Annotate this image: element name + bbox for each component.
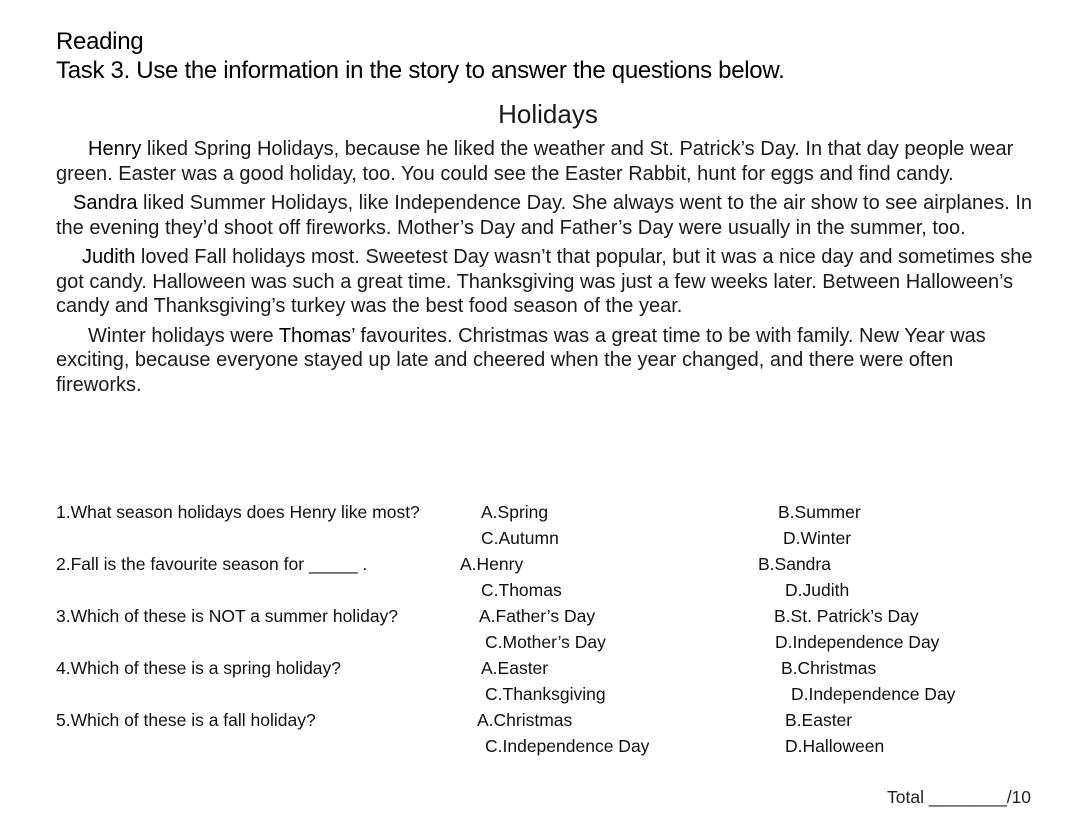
person-name: Henry xyxy=(88,138,142,160)
option-b: B.St. Patrick’s Day xyxy=(774,606,919,626)
option-a: A.Christmas xyxy=(477,710,573,730)
option-b: B.Easter xyxy=(785,710,853,730)
question-list xyxy=(56,499,1056,759)
story-body xyxy=(56,137,1036,402)
question-row xyxy=(56,681,1056,707)
question-text: 5.Which of these is a fall holiday? xyxy=(56,710,316,730)
question-text: 1.What season holidays does Henry like most? xyxy=(56,502,420,522)
question-row xyxy=(56,551,1056,577)
option-c: C.Mother’s Day xyxy=(485,632,606,652)
question-text: 3.Which of these is NOT a summer holiday? xyxy=(56,606,399,626)
option-d: D.Judith xyxy=(785,580,850,600)
option-c: C.Autumn xyxy=(481,528,559,548)
paragraph-text: ’ favourites. Christmas was a great time to be with family. New Year was exciting, because everyone stayed up late and cheered when the year changed, and there were often fireworks. xyxy=(56,324,986,396)
question-row xyxy=(56,499,1056,525)
option-d: D.Winter xyxy=(783,528,852,548)
question-row xyxy=(56,733,1056,759)
person-name: Thomas xyxy=(278,324,352,347)
option-d: D.Halloween xyxy=(785,736,885,756)
option-b: B.Sandra xyxy=(758,554,831,574)
section-title: Reading xyxy=(56,28,144,55)
option-c: C.Independence Day xyxy=(485,736,650,756)
question-row xyxy=(56,525,1056,551)
option-a: A.Easter xyxy=(481,658,549,678)
option-a: A.Henry xyxy=(460,554,524,574)
paragraph-text: liked Summer Holidays, like Independence Day. She always went to the air show to see airplanes. In the evening they’d shoot off fireworks. Mother’s Day and Father’s Day were usually in the summer, too. xyxy=(56,192,1033,239)
question-row xyxy=(56,707,1056,733)
question-row xyxy=(56,577,1056,603)
paragraph-sandra xyxy=(56,191,1036,240)
question-row xyxy=(56,603,1056,629)
paragraph-judith xyxy=(56,245,1036,319)
story-title: Holidays xyxy=(498,99,598,129)
paragraph-text: liked Spring Holidays, because he liked the weather and St. Patrick’s Day. In that day people wear green. Easter was a good holiday, too. You could see the Easter Rabbit, hunt for eggs and find candy. xyxy=(56,138,1014,185)
option-c: C.Thanksgiving xyxy=(485,684,606,704)
option-a: A.Spring xyxy=(481,502,549,522)
option-d: D.Independence Day xyxy=(791,684,956,704)
question-row xyxy=(56,629,1056,655)
total-score-line: Total ________/10 xyxy=(887,787,1032,807)
option-b: B.Christmas xyxy=(781,658,877,678)
paragraph-thomas xyxy=(56,324,1036,398)
option-b: B.Summer xyxy=(778,502,861,522)
question-text: 4.Which of these is a spring holiday? xyxy=(56,658,342,678)
person-name: Judith xyxy=(82,246,136,268)
option-d: D.Independence Day xyxy=(775,632,940,652)
option-c: C.Thomas xyxy=(481,580,562,600)
question-text: 2.Fall is the favourite season for _____ . xyxy=(56,554,368,574)
question-row xyxy=(56,655,1056,681)
person-name: Sandra xyxy=(73,192,138,214)
paragraph-lead: Winter holidays were xyxy=(88,324,279,347)
option-a: A.Father’s Day xyxy=(479,606,596,626)
paragraph-henry xyxy=(56,137,1036,186)
paragraph-text: loved Fall holidays most. Sweetest Day wasn’t that popular, but it was a nice day and sometimes she got candy. Halloween was such a great time. Thanksgiving was just a few weeks later. Between Halloween’s candy and Thanksgiving’s turkey was the best food season of the year. xyxy=(56,246,1033,317)
task-instructions: Task 3. Use the information in the story to answer the questions below. xyxy=(56,57,785,84)
